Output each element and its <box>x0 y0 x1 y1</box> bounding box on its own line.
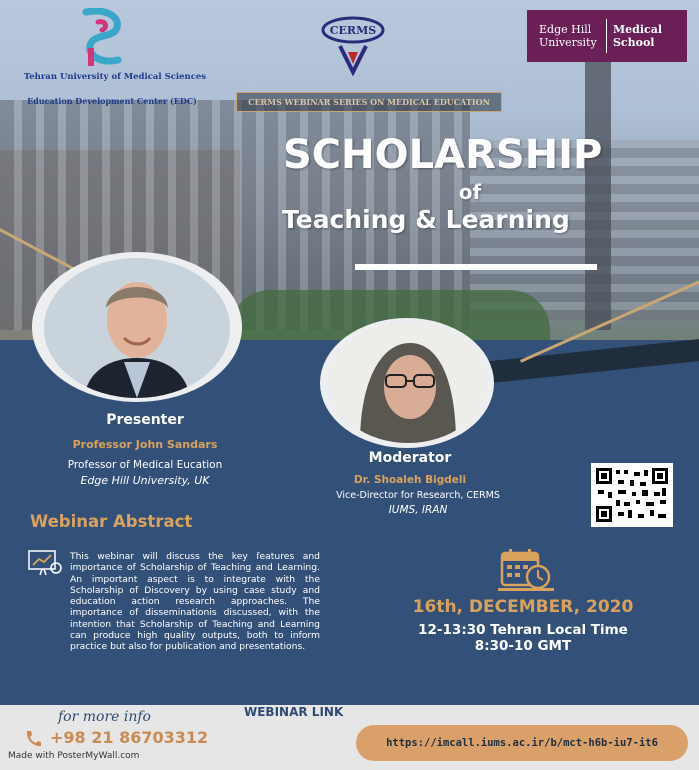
webinar-link-label: WEBINAR LINK <box>244 705 344 719</box>
series-banner: CERMS WEBINAR SERIES ON MEDICAL EDUCATION <box>236 92 502 112</box>
presenter-name: Professor John Sandars <box>72 438 218 451</box>
tums-name: Tehran University of Medical Sciences <box>23 72 207 82</box>
title-of: of <box>458 180 482 204</box>
moderator-institution: IUMS, IRAN <box>388 504 448 516</box>
svg-text:CERMS: CERMS <box>329 24 377 37</box>
presenter-photo <box>44 258 230 398</box>
tower <box>585 40 611 330</box>
presenter-label: Presenter <box>106 412 184 428</box>
edge-hill-logo <box>527 10 687 62</box>
title-underline <box>355 264 597 270</box>
edge-hill-university: Edge Hill University <box>539 23 597 49</box>
edc-label: Education Development Center (EDC) <box>27 96 197 106</box>
abstract-text: This webinar will discuss the key features and importance of Scholarship of Teaching and Learning. An important aspect is to integrate with the Scholarship of Discovery by using case study and education action research approaches. The importance of disseminationis discussed, with the intention that Scholarship of Teaching and Learning can produce high quality outputs, both to inform practice but also for publication and presentations. <box>70 551 320 653</box>
webinar-time-local: 12-13:30 Tehran Local Time <box>418 622 628 638</box>
logo-divider <box>606 19 607 53</box>
title-sub: Teaching & Learning <box>282 205 570 234</box>
tums-logo <box>78 8 126 70</box>
cerms-logo <box>318 12 388 76</box>
qr-code[interactable] <box>591 463 673 527</box>
medical-school: Medical School <box>612 23 663 49</box>
webinar-date: 16th, DECEMBER, 2020 <box>412 597 634 617</box>
title-main: SCHOLARSHIP <box>283 132 603 178</box>
moderator-name: Dr. Shoaleh Bigdeli <box>353 474 467 486</box>
webinar-time-gmt: 8:30-10 GMT <box>474 638 572 654</box>
phone-icon <box>24 730 42 748</box>
abstract-heading: Webinar Abstract <box>30 512 193 531</box>
calendar-clock-icon <box>498 547 554 591</box>
presenter-title: Professor of Medical Eucation <box>67 459 223 471</box>
more-info-label: for more info <box>58 709 151 725</box>
moderator-title: Vice-Director for Research, CERMS <box>336 490 500 501</box>
phone-number[interactable]: +98 21 86703312 <box>50 728 209 747</box>
abstract-chart-icon <box>28 548 62 576</box>
presenter-institution: Edge Hill University, UK <box>80 474 210 487</box>
moderator-photo <box>330 323 486 443</box>
made-with-credit: Made with PosterMyWall.com <box>8 751 140 761</box>
moderator-label: Moderator <box>368 450 452 466</box>
webinar-link[interactable]: https://imcall.iums.ac.ir/b/mct-h6b-iu7-it6 <box>356 725 688 761</box>
